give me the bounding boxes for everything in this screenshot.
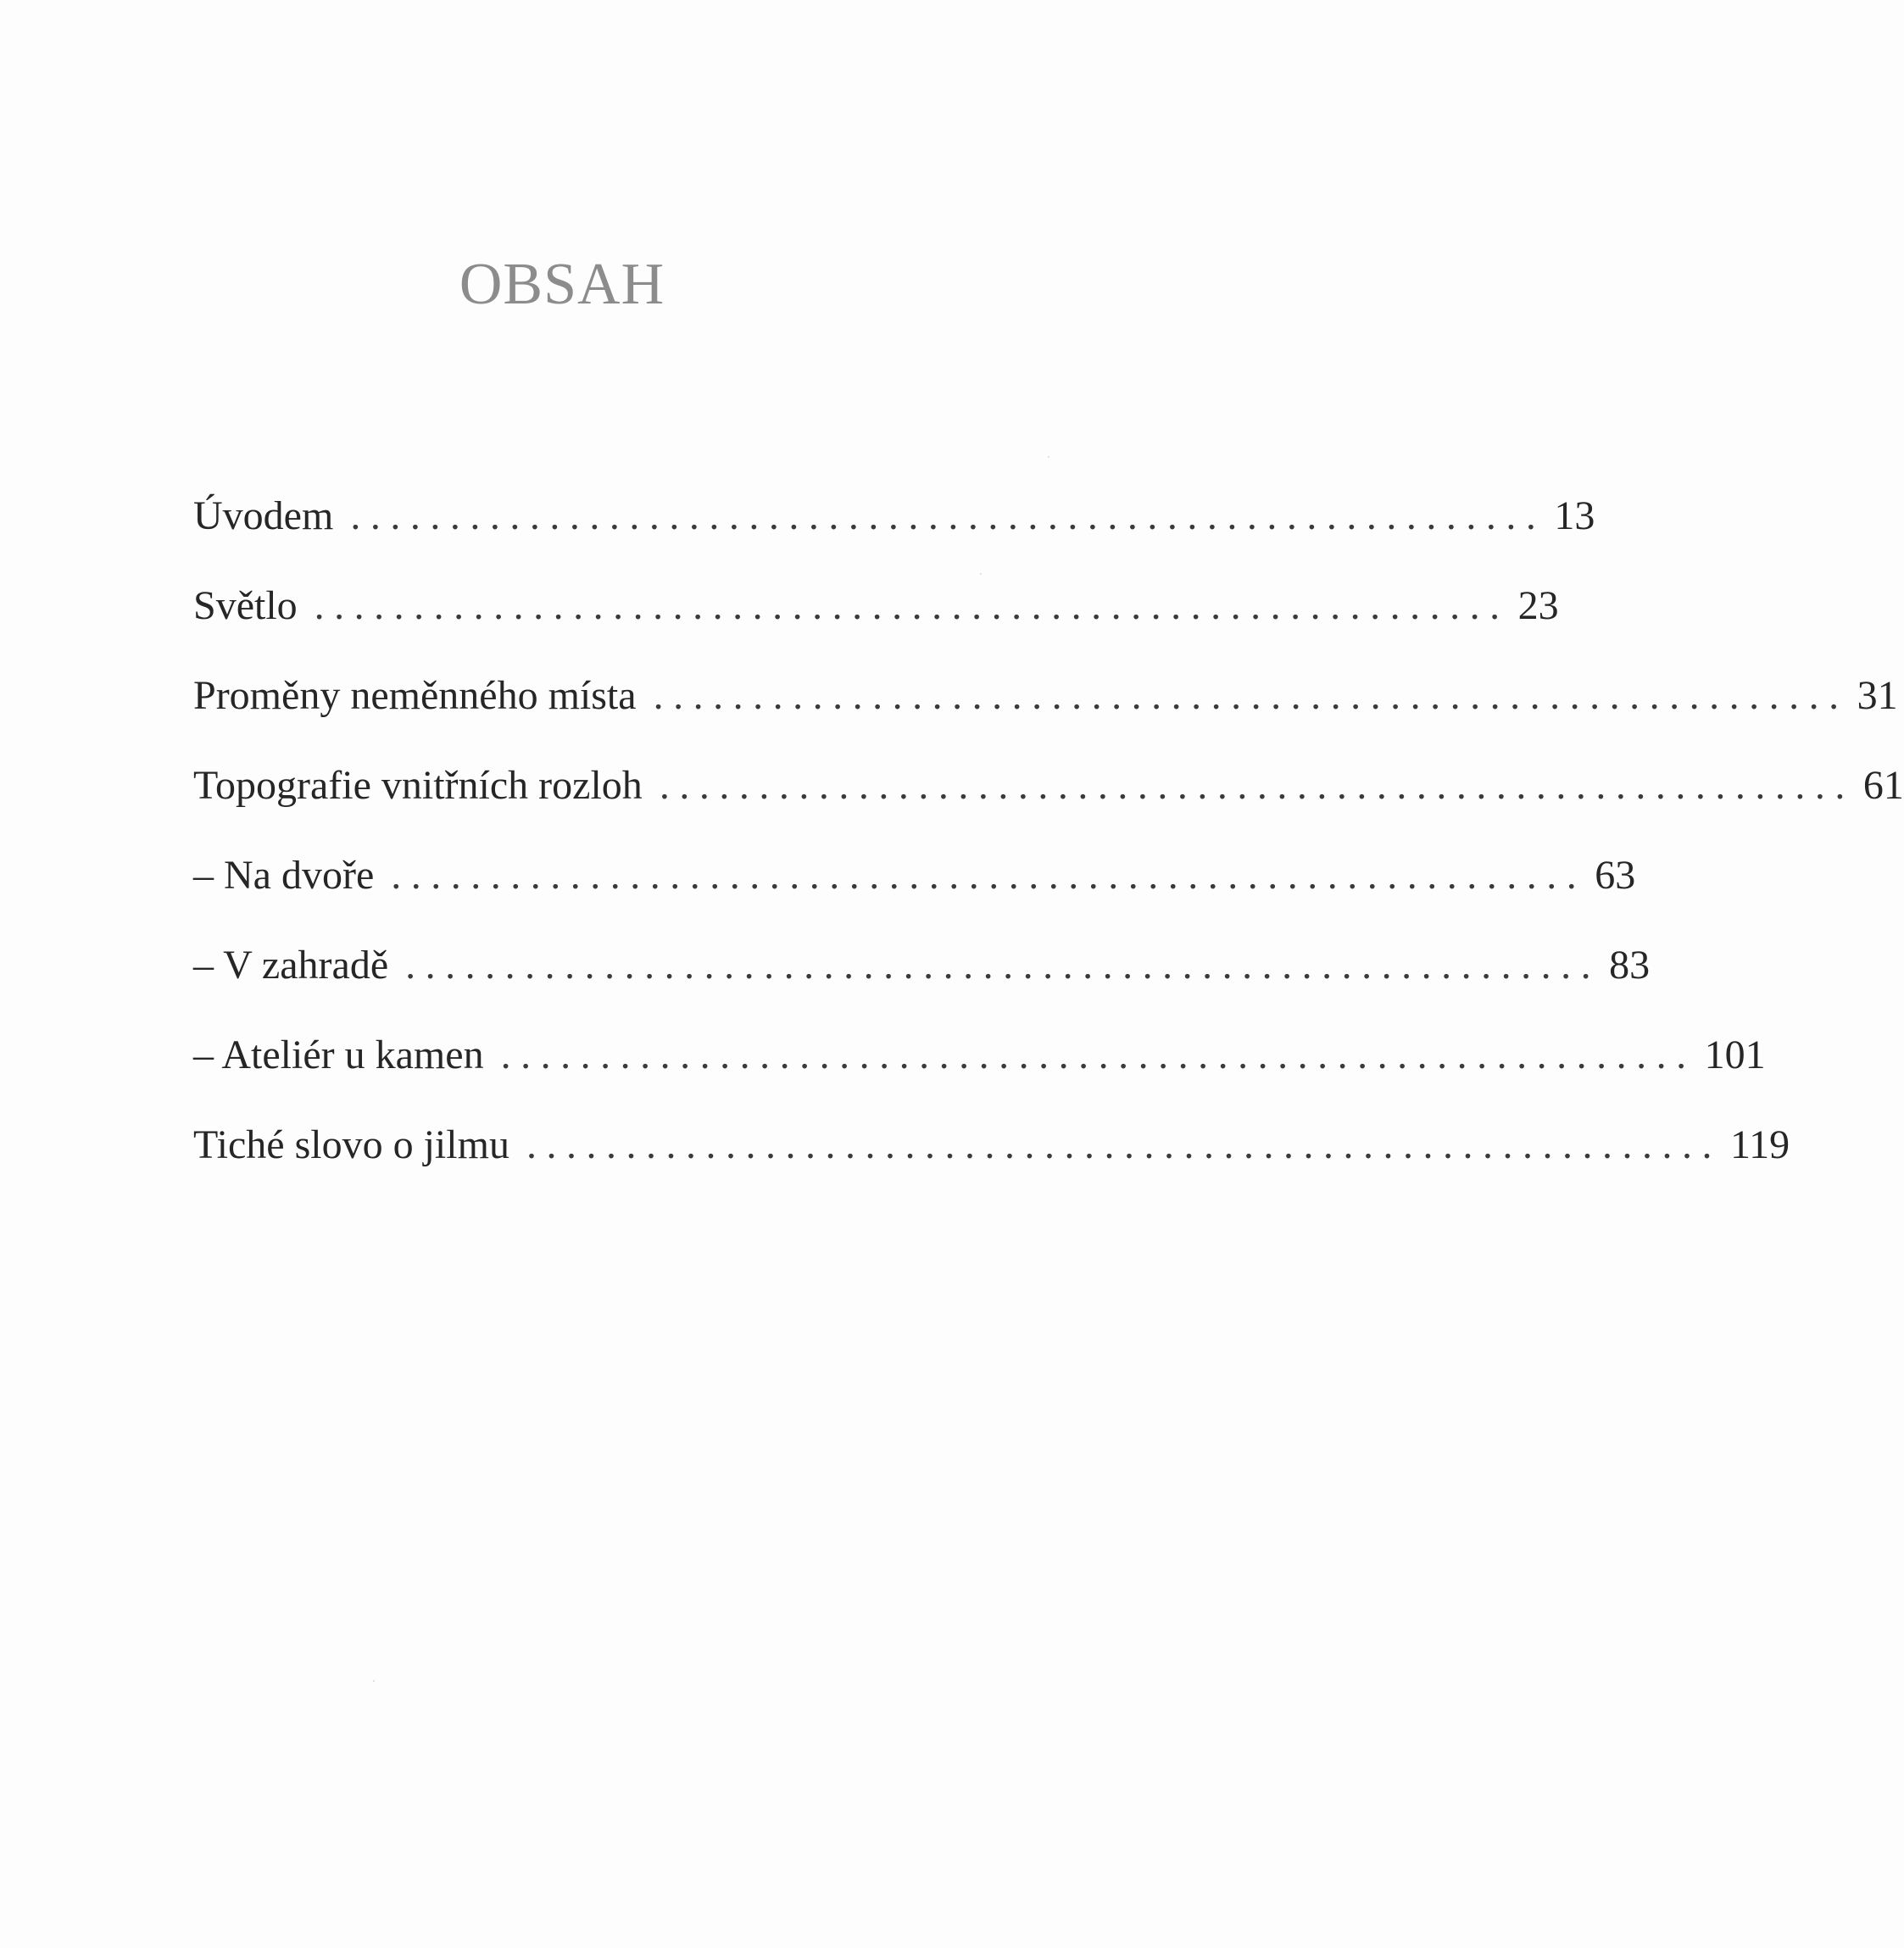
- toc-entry: [193, 666, 1898, 756]
- toc-entry-title: Světlo: [193, 583, 298, 628]
- toc-dot-leader: ............................................................: [350, 493, 1546, 538]
- toc-dot-leader: ............................................................: [391, 853, 1587, 898]
- toc-entry: [193, 936, 1651, 1026]
- toc-dot-leader: ............................................................: [500, 1032, 1696, 1077]
- toc-dot-leader: ............................................................: [314, 583, 1510, 628]
- page-title: OBSAH: [459, 252, 665, 317]
- toc-entry: [193, 1026, 1766, 1116]
- toc-entry-title: Topografie vnitřních rozloh: [193, 763, 643, 808]
- toc-entry-page: 63: [1595, 853, 1636, 898]
- toc-entry-title: – V zahradě: [193, 943, 389, 988]
- toc-entry-title: – Na dvoře: [193, 853, 375, 898]
- toc-entry-page: 23: [1517, 583, 1559, 628]
- toc-dot-leader: ............................................................: [653, 673, 1849, 718]
- toc-entry-page: 83: [1609, 943, 1651, 988]
- toc-dot-leader: ............................................................: [405, 943, 1601, 988]
- toc-entry-page: 31: [1857, 673, 1898, 718]
- toc-entry: [193, 576, 1559, 666]
- toc-entry-page: 101: [1704, 1032, 1766, 1077]
- toc-entry: [193, 1116, 1790, 1205]
- toc-entry-title: – Ateliér u kamen: [193, 1032, 484, 1077]
- table-of-contents: [193, 487, 1904, 1205]
- toc-entry-title: Tiché slovo o jilmu: [193, 1122, 509, 1167]
- toc-dot-leader: ............................................................: [526, 1122, 1722, 1167]
- toc-entry-page: 13: [1554, 493, 1595, 538]
- toc-dot-leader: ............................................................: [659, 763, 1855, 808]
- toc-entry-page: 119: [1729, 1122, 1790, 1167]
- scan-speck: [373, 1680, 375, 1682]
- scan-speck: [1048, 456, 1049, 458]
- toc-entry-page: 61: [1862, 763, 1904, 808]
- toc-entry-title: Proměny neměnného místa: [193, 673, 637, 718]
- toc-entry: [193, 846, 1636, 936]
- toc-entry: [193, 487, 1595, 576]
- toc-entry: [193, 756, 1904, 846]
- scan-speck: [980, 573, 982, 575]
- toc-entry-title: Úvodem: [193, 493, 334, 538]
